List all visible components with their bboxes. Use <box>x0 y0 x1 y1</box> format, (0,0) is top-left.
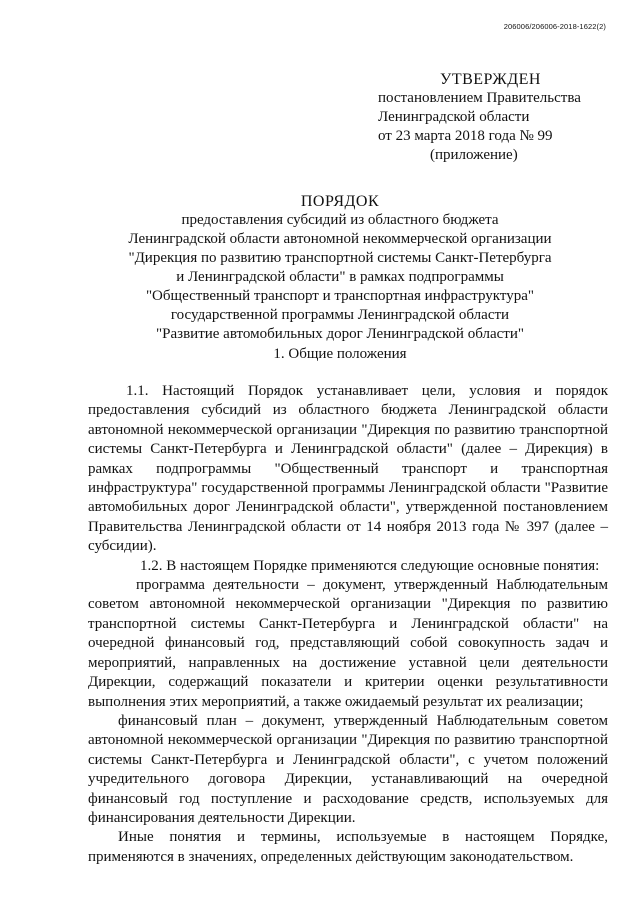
title-line: предоставления субсидий из областного бюджета <box>181 212 499 228</box>
approval-line-date: от 23 марта 2018 года № 99 <box>378 128 553 144</box>
section-body <box>88 382 608 867</box>
definition-program: программа деятельности – документ, утвержденный Наблюдательным советом автономной некоммерческой организации "Дирекция по развитию транспортной системы Санкт-Петербурга и Ленинградской области" на очередной финансовый год, представляющий собой совокупность задач и мероприятий, направленных на достижение уставной цели деятельности Дирекции, содержащий показатели и критерии оценки результативности выполнения этих мероприятий, а также ожидаемый результат их реализации; <box>88 577 608 710</box>
title-line: и Ленинградской области" в рамках подпрограммы <box>176 269 504 285</box>
title-line: "Общественный транспорт и транспортная инфраструктура" <box>145 288 535 304</box>
section-heading: 1. Общие положения <box>273 346 407 362</box>
paragraph-1-1: 1.1. Настоящий Порядок устанавливает цели, условия и порядок предоставления субсидий из областного бюджета Ленинградской области автономной некоммерческой организации "Дирекция по развитию транспортной системы Санкт-Петербурга и Ленинградской области" (далее – Дирекция) в рамках подпрограммы "Общественный транспорт и транспортная инфраструктура" государственной программы Ленинградской области "Развитие автомобильных дорог Ленинградской области", утвержденной постановлением Правительства Ленинградской области от 14 ноября 2013 года № 397 (далее – субсидии). <box>88 383 608 555</box>
title-line: государственной программы Ленинградской области <box>170 307 510 323</box>
title-line: "Дирекция по развитию транспортной системы Санкт-Петербурга <box>128 250 552 266</box>
paragraph-other-terms: Иные понятия и термины, используемые в настоящем Порядке, применяются в значениях, определенных действующим законодательством. <box>88 829 608 865</box>
paragraph-1-2: 1.2. В настоящем Порядке применяются следующие основные понятия: <box>140 557 600 574</box>
title-line: "Развитие автомобильных дорог Ленинградской области" <box>156 326 524 342</box>
document-title-block <box>70 192 610 344</box>
document-registration-number: 206006/206006-2018-1622(2) <box>503 22 606 31</box>
approval-stamp-block <box>378 70 618 165</box>
definition-financial-plan: финансовый план – документ, утвержденный Наблюдательным советом автономной некоммерческой организации "Дирекция по развитию транспортной системы Санкт-Петербурга и Ленинградской области", с учетом положений учредительного договора Дирекции, устанавливающий на очередной финансовый год поступление и расходование средств, используемых для финансирования деятельности Дирекции. <box>88 712 608 826</box>
approval-line-region: Ленинградской области <box>378 109 530 125</box>
document-title: ПОРЯДОК <box>300 193 380 210</box>
title-line: Ленинградской области автономной некоммерческой организации <box>128 231 552 247</box>
approval-heading: УТВЕРЖДЕН <box>440 71 541 88</box>
approval-line-resolution: постановлением Правительства <box>378 90 581 106</box>
approval-annex-label: (приложение) <box>430 147 518 163</box>
